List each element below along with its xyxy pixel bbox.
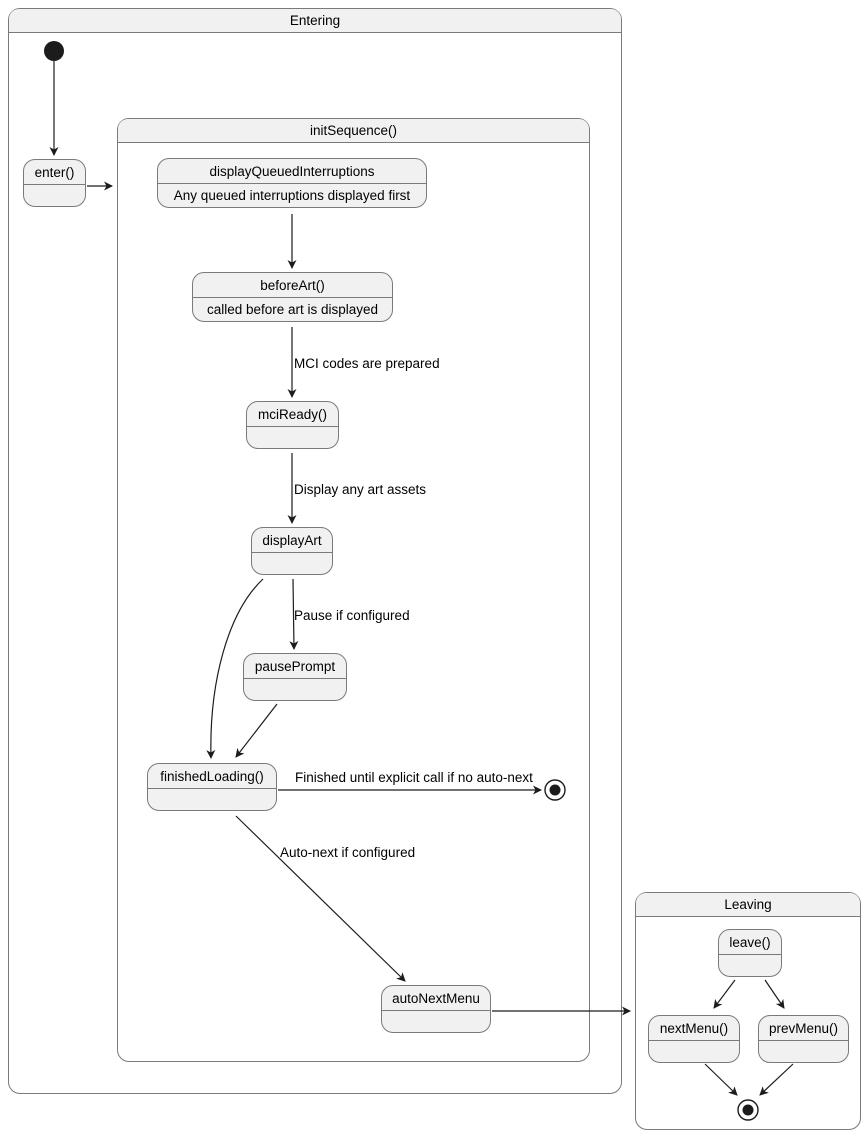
state-mci-ready-body: [247, 427, 338, 448]
state-auto-next-menu: [381, 985, 491, 1033]
state-mci-ready: [246, 401, 339, 449]
state-prev-menu-title: prevMenu(): [759, 1016, 848, 1041]
state-display-art-body: [252, 553, 332, 574]
state-display-queued-interruptions-title: displayQueuedInterruptions: [158, 159, 426, 184]
edge-label-mci: MCI codes are prepared: [294, 356, 440, 371]
state-pause-prompt: [243, 653, 347, 701]
state-auto-next-menu-body: [382, 1011, 490, 1032]
state-display-queued-interruptions: [157, 158, 427, 208]
state-next-menu-title: nextMenu(): [649, 1016, 739, 1041]
state-prev-menu: [758, 1015, 849, 1063]
state-before-art-title: beforeArt(): [193, 273, 392, 298]
state-leave-title: leave(): [719, 930, 781, 955]
state-mci-ready-title: mciReady(): [247, 402, 338, 427]
state-enter-title: enter(): [24, 160, 85, 185]
state-next-menu: [648, 1015, 740, 1063]
state-auto-next-menu-title: autoNextMenu: [382, 986, 490, 1011]
edge-label-display-assets: Display any art assets: [294, 482, 427, 497]
container-leaving-title: Leaving: [636, 893, 860, 917]
container-leaving: [635, 892, 861, 1130]
edge-label-autonext: Auto-next if configured: [280, 845, 416, 860]
state-finished-loading-title: finishedLoading(): [148, 764, 276, 789]
state-leave: [718, 929, 782, 977]
state-display-art-title: displayArt: [252, 528, 332, 553]
state-before-art: [192, 272, 393, 322]
state-enter-body: [24, 185, 85, 206]
state-pause-prompt-title: pausePrompt: [244, 654, 346, 679]
state-pause-prompt-body: [244, 679, 346, 700]
state-finished-loading-body: [148, 789, 276, 810]
state-leave-body: [719, 955, 781, 976]
state-prev-menu-body: [759, 1041, 848, 1062]
edge-label-finished: Finished until explicit call if no auto-next: [295, 770, 533, 785]
state-before-art-body: called before art is displayed: [206, 302, 379, 317]
container-init-sequence: [117, 118, 590, 1062]
container-init-sequence-title: initSequence(): [118, 119, 589, 143]
container-entering-title: Entering: [9, 9, 621, 33]
state-display-queued-interruptions-body: Any queued interruptions displayed first: [173, 188, 411, 203]
state-next-menu-body: [649, 1041, 739, 1062]
state-finished-loading: [147, 763, 277, 811]
edge-label-pause: Pause if configured: [294, 608, 410, 623]
state-enter: [23, 159, 86, 207]
state-display-art: [251, 527, 333, 575]
